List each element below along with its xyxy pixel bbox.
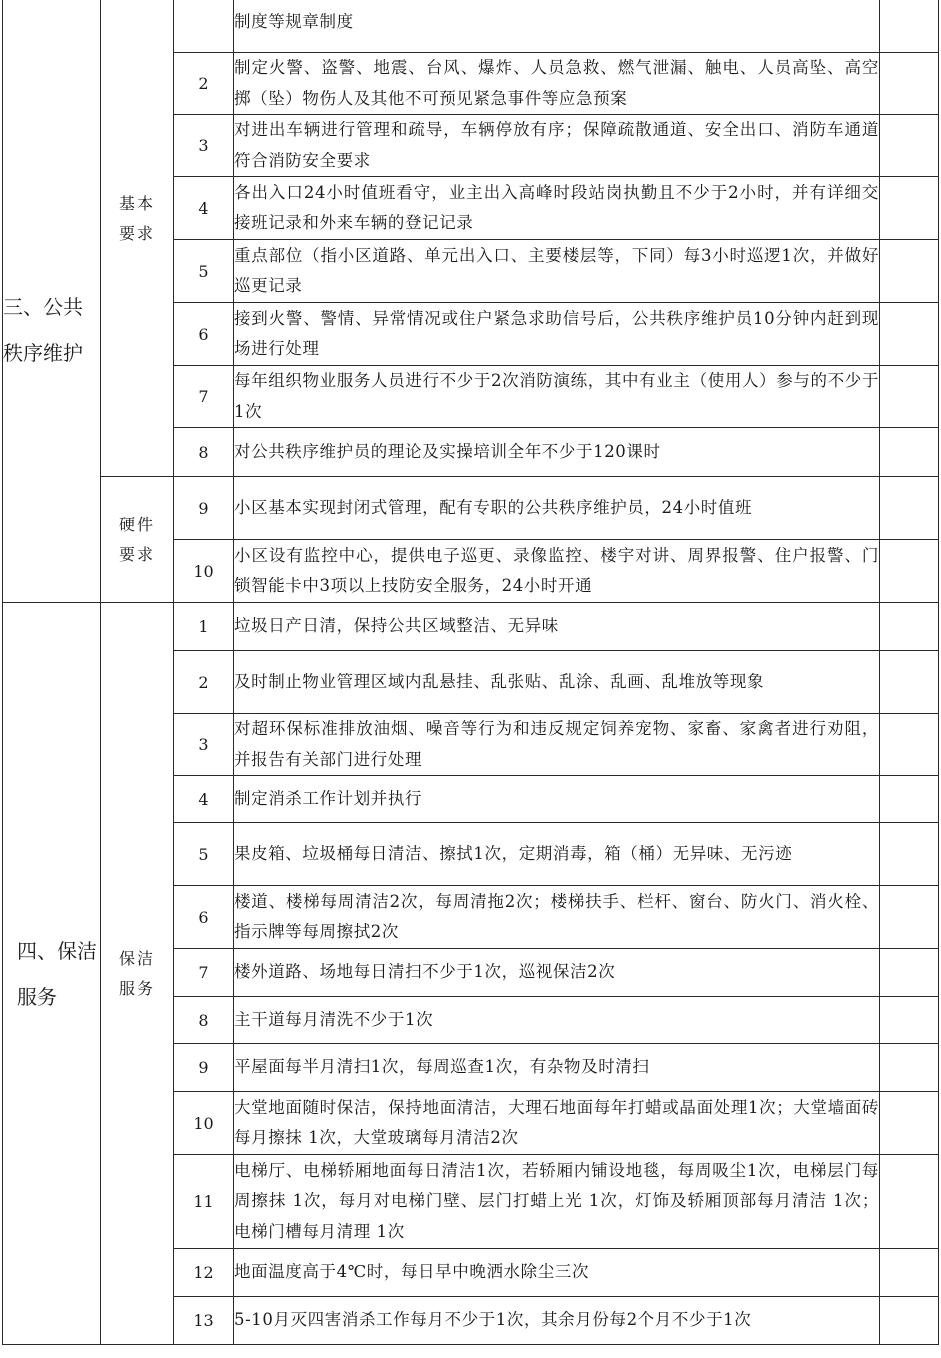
remark-cell [880,1092,939,1155]
item-number [174,0,234,53]
subgroup-label: 硬件要求 [119,514,156,564]
remark-cell [880,1297,939,1345]
item-text: 电梯厅、电梯轿厢地面每日清洁1次，若轿厢内铺设地毯，每周吸尘1次，电梯层门每周擦抹 1次，每月对电梯门壁、层门打蜡上光 1次，灯饰及轿厢顶部每月清洁 1次；电梯门槽每月清理 1次 [234,1155,880,1249]
remark-cell [880,540,939,603]
item-number: 13 [174,1297,234,1345]
item-text: 对进出车辆进行管理和疏导，车辆停放有序；保障疏散通道、安全出口、消防车通道符合消防安全要求 [234,115,880,177]
item-text: 制定火警、盗警、地震、台风、爆炸、人员急救、燃气泄漏、触电、人员高坠、高空掷（坠）物伤人及其他不可预见紧急事件等应急预案 [234,53,880,115]
item-text: 对超环保标准排放油烟、噪音等行为和违反规定饲养宠物、家畜、家禽者进行劝阻，并报告有关部门进行处理 [234,714,880,776]
item-number: 5 [174,240,234,303]
item-number: 6 [174,303,234,366]
remark-cell [880,949,939,997]
item-number: 5 [174,823,234,886]
table-row [3,477,939,540]
remark-cell [880,366,939,428]
item-text: 制度等规章制度 [234,0,880,53]
item-number: 11 [174,1155,234,1249]
category-label: 三、公共秩序维护 [3,294,83,365]
remark-cell [880,303,939,366]
category-cell [3,603,101,1345]
item-number: 3 [174,714,234,776]
subgroup-cell [101,0,174,177]
item-text: 5-10月灭四害消杀工作每月不少于1次，其余月份每2个月不少于1次 [234,1297,880,1345]
item-text: 制定消杀工作计划并执行 [234,776,880,823]
subgroup-label: 基本要求 [119,193,156,243]
item-text: 小区基本实现封闭式管理，配有专职的公共秩序维护员，24小时值班 [234,477,880,540]
remark-cell [880,0,939,53]
item-number: 1 [174,603,234,651]
remark-cell [880,651,939,714]
item-number: 4 [174,177,234,240]
remark-cell [880,477,939,540]
subgroup-label: 保洁服务 [119,948,156,998]
item-text: 楼道、楼梯每周清洁2次，每周清拖2次；楼梯扶手、栏杆、窗台、防火门、消火栓、指示牌等每周擦拭2次 [234,886,880,949]
item-text: 接到火警、警情、异常情况或住户紧急求助信号后，公共秩序维护员10分钟内赶到现场进行处理 [234,303,880,366]
remark-cell [880,240,939,303]
remark-cell [880,776,939,823]
category-cell [3,0,101,603]
item-number: 4 [174,776,234,823]
remark-cell [880,1155,939,1249]
item-text: 每年组织物业服务人员进行不少于2次消防演练，其中有业主（使用人）参与的不少于1次 [234,366,880,428]
item-number: 9 [174,1044,234,1092]
item-number: 10 [174,1092,234,1155]
item-text: 小区设有监控中心，提供电子巡更、录像监控、楼宇对讲、周界报警、住户报警、门锁智能卡中3项以上技防安全服务，24小时开通 [234,540,880,603]
remark-cell [880,1044,939,1092]
item-text: 大堂地面随时保洁，保持地面清洁，大理石地面每年打蜡或晶面处理1次；大堂墙面砖每月擦抹 1次，大堂玻璃每月清洁2次 [234,1092,880,1155]
item-number: 10 [174,540,234,603]
table-row [3,603,939,651]
category-label: 四、保洁服务 [17,938,97,1009]
item-text: 及时制止物业管理区域内乱悬挂、乱张贴、乱涂、乱画、乱堆放等现象 [234,651,880,714]
item-text: 地面温度高于4℃时，每日早中晚洒水除尘三次 [234,1249,880,1297]
remark-cell [880,115,939,177]
item-number: 8 [174,428,234,477]
remark-cell [880,823,939,886]
item-number: 3 [174,115,234,177]
table-row [3,0,939,53]
item-number: 2 [174,651,234,714]
item-text: 对公共秩序维护员的理论及实操培训全年不少于120课时 [234,428,880,477]
item-text: 各出入口24小时值班看守，业主出入高峰时段站岗执勤且不少于2小时，并有详细交接班记录和外来车辆的登记记录 [234,177,880,240]
item-number: 2 [174,53,234,115]
item-number: 8 [174,997,234,1044]
item-text: 平屋面每半月清扫1次，每周巡查1次，有杂物及时清扫 [234,1044,880,1092]
table-row [3,177,939,240]
item-text: 重点部位（指小区道路、单元出入口、主要楼层等，下同）每3小时巡逻1次，并做好巡更记录 [234,240,880,303]
remark-cell [880,714,939,776]
subgroup-cell [101,477,174,603]
item-text: 楼外道路、场地每日清扫不少于1次，巡视保洁2次 [234,949,880,997]
remark-cell [880,428,939,477]
item-number: 6 [174,886,234,949]
item-number: 9 [174,477,234,540]
item-number: 7 [174,366,234,428]
item-number: 12 [174,1249,234,1297]
subgroup-cell [101,177,174,477]
item-number: 7 [174,949,234,997]
item-text: 主干道每月清洗不少于1次 [234,997,880,1044]
remark-cell [880,603,939,651]
item-text: 果皮箱、垃圾桶每日清洁、擦拭1次，定期消毒，箱（桶）无异味、无污迹 [234,823,880,886]
service-standard-table [2,0,939,1345]
remark-cell [880,177,939,240]
remark-cell [880,997,939,1044]
remark-cell [880,53,939,115]
remark-cell [880,1249,939,1297]
remark-cell [880,886,939,949]
item-text: 垃圾日产日清，保持公共区域整洁、无异味 [234,603,880,651]
subgroup-cell [101,603,174,1345]
